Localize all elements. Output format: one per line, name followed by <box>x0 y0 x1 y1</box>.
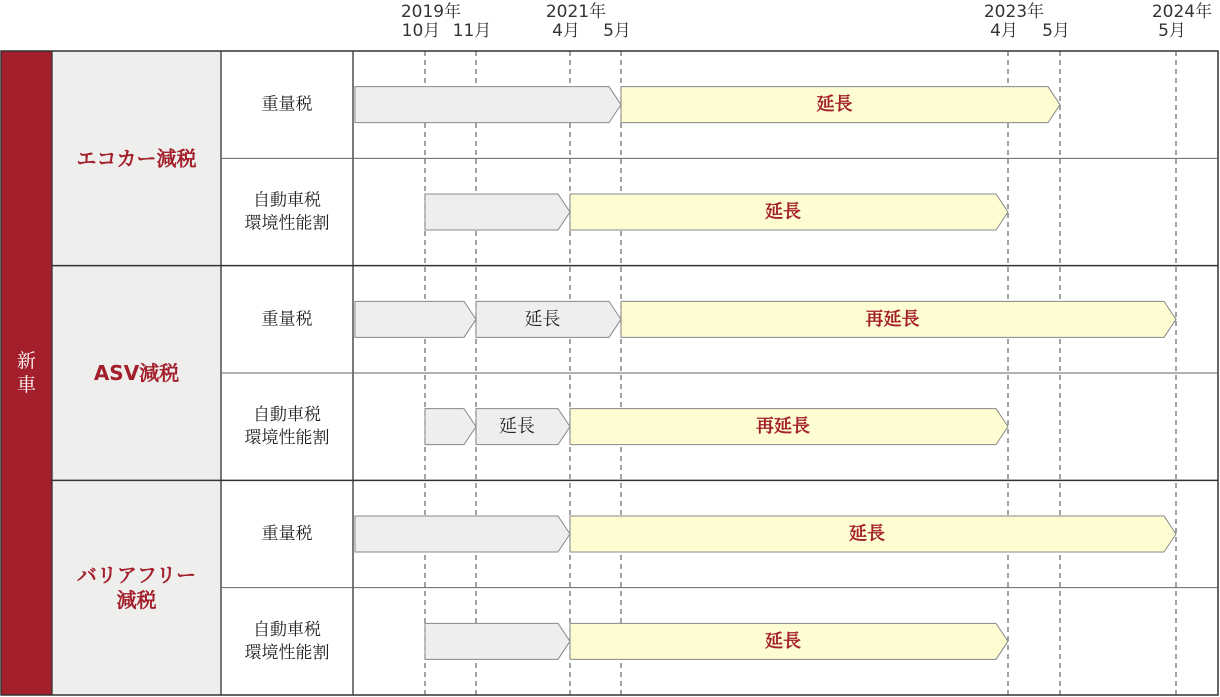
row-label: 重量税 <box>261 309 313 330</box>
month-label: 5月 <box>1042 21 1070 41</box>
month-label: 5月 <box>603 21 631 41</box>
month-label: 11月 <box>452 21 492 41</box>
year-label: 2024年 <box>1151 2 1213 22</box>
period-bar <box>355 516 570 552</box>
year-label: 2021年 <box>545 2 607 22</box>
bar-label: 延長 <box>765 630 801 652</box>
category-label-char: 新 <box>16 350 37 372</box>
bar-label: 延長 <box>765 201 801 223</box>
period-bar <box>425 623 570 659</box>
period-bar <box>425 409 476 445</box>
bar-label: 再延長 <box>865 308 920 330</box>
row-label: 環境性能割 <box>244 642 330 663</box>
group-label: ASV減税 <box>93 360 180 385</box>
year-label: 2019年 <box>400 2 462 22</box>
category-band <box>1 51 52 695</box>
bar-label: 延長 <box>524 308 561 330</box>
row-label: 自動車税 <box>253 190 321 211</box>
group-label: エコカー減税 <box>76 146 197 171</box>
row-label: 自動車税 <box>253 619 321 640</box>
row-label: 重量税 <box>261 94 313 115</box>
month-label: 5月 <box>1158 21 1186 41</box>
month-label: 4月 <box>552 21 580 41</box>
row-label: 自動車税 <box>253 405 321 426</box>
row-label: 環境性能割 <box>244 428 330 449</box>
row-label: 環境性能割 <box>244 213 330 234</box>
period-bar <box>355 87 621 123</box>
bar-label: 延長 <box>849 523 885 545</box>
group-label: 減税 <box>116 588 157 613</box>
bar-label: 再延長 <box>756 416 810 438</box>
group-label: バリアフリー <box>76 563 197 588</box>
period-bar <box>425 194 570 230</box>
row-label: 重量税 <box>261 523 313 544</box>
period-bar <box>355 301 476 337</box>
bar-label: 延長 <box>816 94 853 116</box>
month-label: 10月 <box>401 21 441 41</box>
year-label: 2023年 <box>983 2 1045 22</box>
bar-label: 延長 <box>499 416 535 438</box>
category-label-char: 車 <box>16 374 37 396</box>
month-label: 4月 <box>990 21 1018 41</box>
